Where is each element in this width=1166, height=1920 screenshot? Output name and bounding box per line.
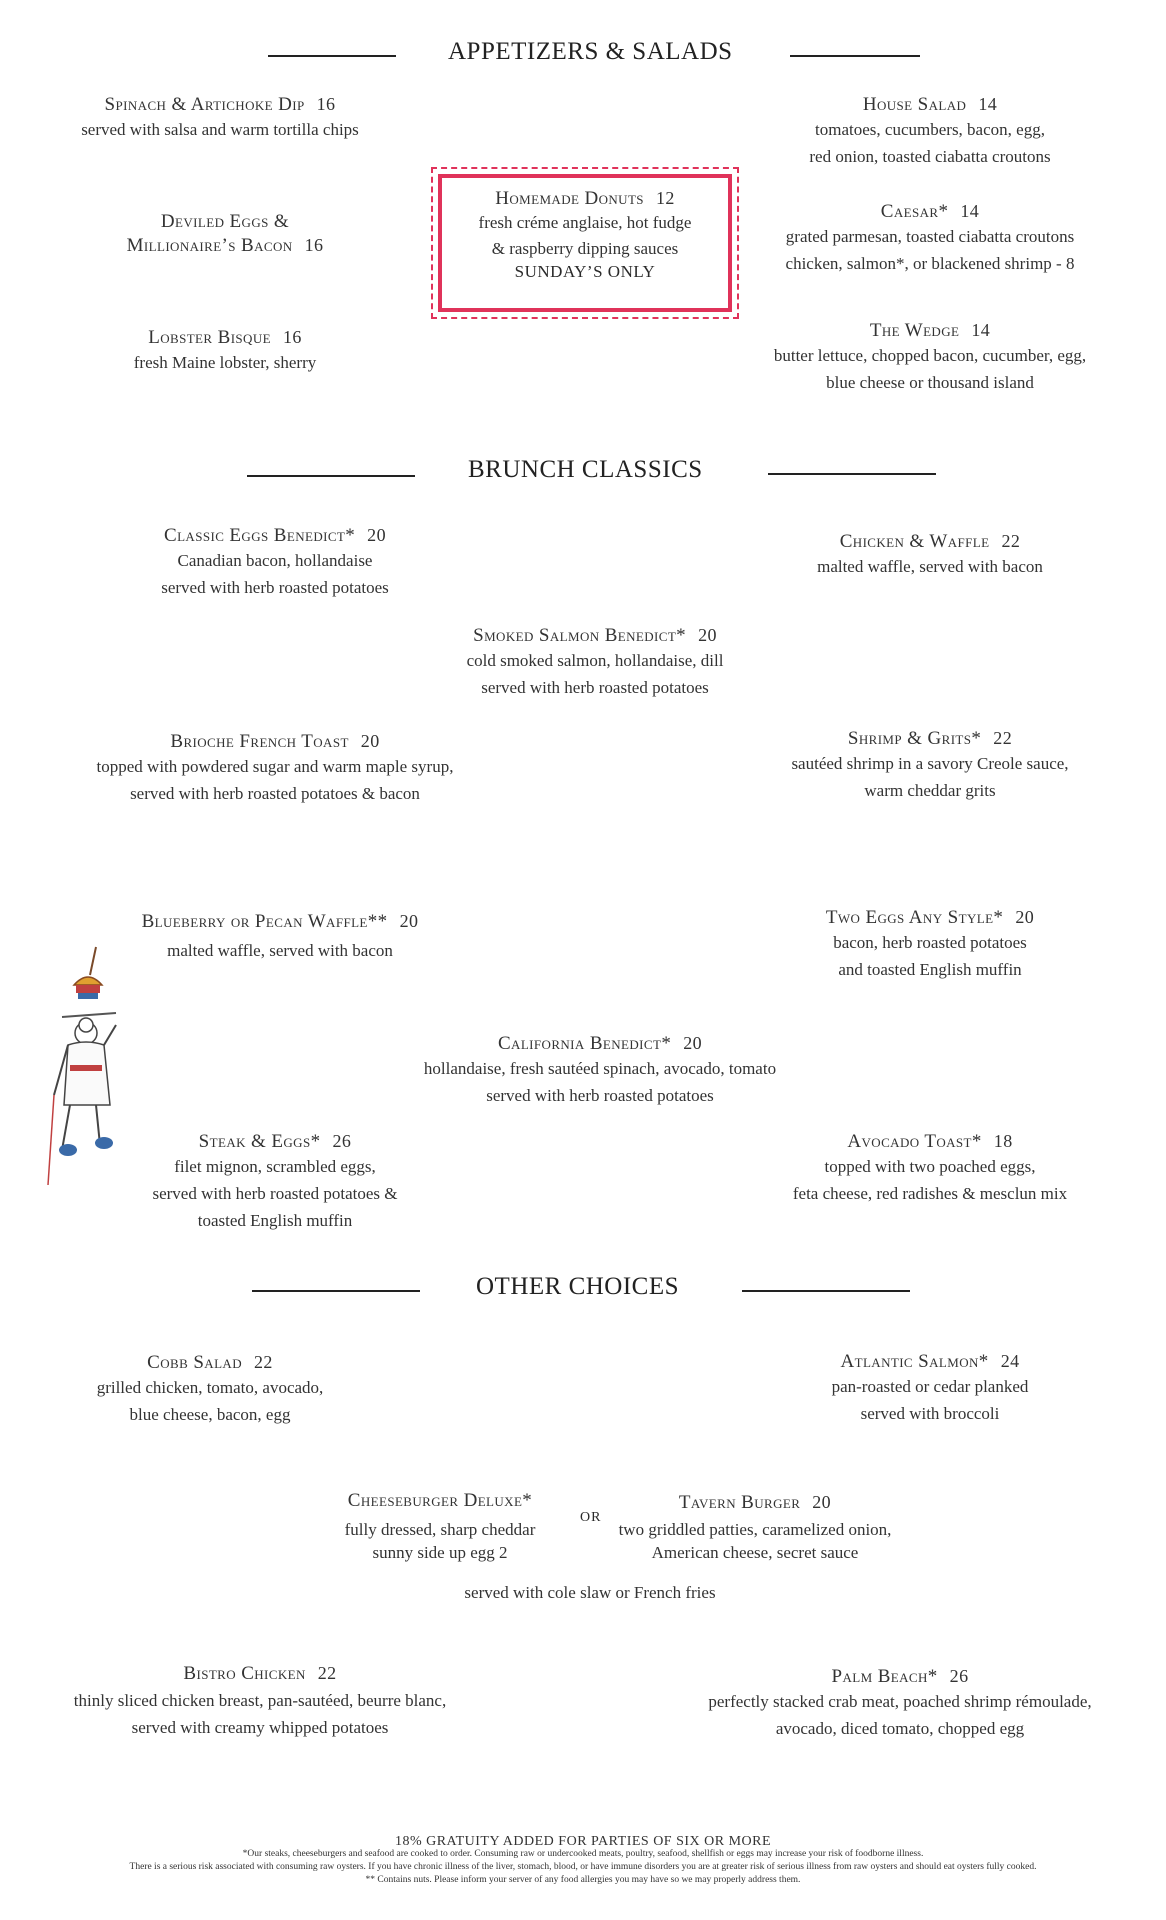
item-price: 20 bbox=[399, 911, 419, 931]
item-name: Cheeseburger Deluxe* bbox=[347, 1490, 533, 1511]
item-name: Blueberry or Pecan Waffle** bbox=[141, 911, 388, 932]
item-desc: warm cheddar grits bbox=[864, 781, 996, 800]
item-name: Classic Eggs Benedict* bbox=[164, 525, 356, 546]
item-price: 16 bbox=[282, 327, 302, 347]
item-price: 20 bbox=[683, 1033, 703, 1053]
section-rule-right bbox=[790, 55, 920, 57]
item-desc: two griddled patties, caramelized onion, bbox=[618, 1520, 892, 1539]
item-name: Steak & Eggs* bbox=[198, 1131, 321, 1152]
item-desc: filet mignon, scrambled eggs, bbox=[174, 1157, 376, 1176]
section-rule-left bbox=[268, 55, 396, 57]
item-desc: chicken, salmon*, or blackened shrimp - 8 bbox=[785, 254, 1075, 273]
item-name: Deviled Eggs & bbox=[160, 211, 290, 232]
item-price: 14 bbox=[971, 320, 991, 340]
item-price: 18 bbox=[993, 1131, 1013, 1151]
special-note: SUNDAY’S ONLY bbox=[514, 262, 656, 281]
section-title-other: OTHER CHOICES bbox=[476, 1273, 680, 1300]
item-price: 20 bbox=[698, 625, 717, 645]
item-price: 22 bbox=[317, 1663, 337, 1683]
item-price: 14 bbox=[960, 201, 980, 221]
menu-item bbox=[760, 201, 1100, 277]
section-title-brunch: BRUNCH CLASSICS bbox=[468, 456, 703, 483]
item-price: 22 bbox=[1001, 531, 1021, 551]
item-price: 24 bbox=[1000, 1351, 1020, 1371]
item-desc: butter lettuce, chopped bacon, cucumber, egg, bbox=[773, 346, 1087, 365]
item-desc: & raspberry dipping sauces bbox=[491, 239, 679, 258]
item-name: Chicken & Waffle bbox=[839, 531, 990, 552]
item-desc: cold smoked salmon, hollandaise, dill bbox=[466, 651, 724, 670]
item-desc: blue cheese, bacon, egg bbox=[129, 1405, 291, 1424]
menu-item bbox=[40, 94, 400, 143]
item-desc: toasted English muffin bbox=[197, 1211, 353, 1230]
item-price: 20 bbox=[812, 1492, 832, 1512]
item-name: Atlantic Salmon* bbox=[840, 1351, 989, 1372]
disclaimer-line: There is a serious risk associated with consuming raw oysters. If you have chronic illness of the liver, stomach, blood, or have immune disorders you are at greater risk of serious illness from raw oysters and should eat oysters fully cooked. bbox=[129, 1862, 1037, 1872]
menu-item bbox=[405, 625, 785, 701]
item-desc: feta cheese, red radishes & mesclun mix bbox=[792, 1184, 1068, 1203]
item-name: Tavern Burger bbox=[678, 1492, 801, 1513]
item-desc: sautéed shrimp in a savory Creole sauce, bbox=[791, 754, 1069, 773]
item-desc: perfectly stacked crab meat, poached shrimp rémoulade, bbox=[708, 1692, 1092, 1711]
menu-item bbox=[110, 1131, 440, 1234]
menu-item bbox=[740, 320, 1120, 396]
item-desc: served with herb roasted potatoes bbox=[161, 578, 389, 597]
item-price: 22 bbox=[254, 1352, 273, 1372]
item-name: Brioche French Toast bbox=[170, 731, 349, 752]
disclaimer-line: *Our steaks, cheeseburgers and seafood are cooked to order. Consuming raw or undercooked meats, poultry, seafood, shellfish or eggs may increase your risk of foodborne illness. bbox=[242, 1849, 924, 1859]
item-price: 14 bbox=[978, 94, 998, 114]
item-desc: sunny side up egg 2 bbox=[372, 1543, 508, 1562]
item-name: Palm Beach* bbox=[831, 1666, 938, 1687]
menu-item bbox=[95, 525, 455, 601]
item-desc: hollandaise, fresh sautéed spinach, avocado, tomato bbox=[423, 1059, 777, 1078]
item-desc: tomatoes, cucumbers, bacon, egg, bbox=[815, 120, 1045, 139]
item-name: Lobster Bisque bbox=[148, 327, 271, 348]
item-desc: avocado, diced tomato, chopped egg bbox=[775, 1719, 1025, 1738]
gratuity-note: 18% GRATUITY ADDED FOR PARTIES OF SIX OR MORE bbox=[394, 1834, 772, 1849]
item-name-line2: Millionaire’s Bacon bbox=[126, 235, 293, 256]
item-name: Homemade Donuts bbox=[495, 188, 644, 209]
item-desc: fully dressed, sharp cheddar bbox=[344, 1520, 536, 1539]
item-desc: Canadian bacon, hollandaise bbox=[177, 551, 373, 570]
menu-item bbox=[590, 1492, 920, 1563]
item-name: Shrimp & Grits* bbox=[847, 728, 982, 749]
item-desc: topped with two poached eggs, bbox=[824, 1157, 1036, 1176]
or-label: OR bbox=[580, 1510, 602, 1525]
item-desc: red onion, toasted ciabatta croutons bbox=[809, 147, 1051, 166]
section-rule-left bbox=[247, 475, 415, 477]
item-desc: served with herb roasted potatoes & bbox=[152, 1184, 398, 1203]
item-desc: thinly sliced chicken breast, pan-sautéed, beurre blanc, bbox=[73, 1691, 447, 1710]
burger-side-note: served with cole slaw or French fries bbox=[464, 1583, 716, 1602]
item-price: 16 bbox=[316, 94, 336, 114]
item-name: Two Eggs Any Style* bbox=[825, 907, 1004, 928]
item-name: Avocado Toast* bbox=[847, 1131, 982, 1152]
item-price: 20 bbox=[360, 731, 380, 751]
menu-item bbox=[300, 1490, 580, 1563]
item-desc: blue cheese or thousand island bbox=[826, 373, 1034, 392]
item-desc: American cheese, secret sauce bbox=[651, 1543, 859, 1562]
item-desc: served with broccoli bbox=[860, 1404, 1000, 1423]
item-desc: topped with powdered sugar and warm maple syrup, bbox=[96, 757, 454, 776]
menu-item bbox=[390, 1033, 810, 1109]
menu-item bbox=[760, 1351, 1100, 1427]
menu-item bbox=[760, 907, 1100, 983]
item-price: 12 bbox=[655, 188, 675, 208]
item-desc: served with herb roasted potatoes bbox=[481, 678, 709, 697]
chef-illustration bbox=[40, 945, 130, 1195]
item-price: 22 bbox=[993, 728, 1013, 748]
item-name: Bistro Chicken bbox=[183, 1663, 306, 1684]
item-name: The Wedge bbox=[869, 320, 960, 341]
section-title-appetizers: APPETIZERS & SALADS bbox=[448, 38, 733, 65]
item-desc: served with herb roasted potatoes bbox=[486, 1086, 714, 1105]
disclaimer-line: ** Contains nuts. Please inform your server of any food allergies you may have so we may properly address them. bbox=[365, 1875, 801, 1885]
menu-item bbox=[40, 1352, 380, 1428]
item-price: 26 bbox=[332, 1131, 352, 1151]
item-desc: served with creamy whipped potatoes bbox=[131, 1718, 389, 1737]
menu-item bbox=[30, 1663, 490, 1741]
section-rule-left bbox=[252, 1290, 420, 1292]
item-name: House Salad bbox=[862, 94, 967, 115]
menu-item bbox=[55, 731, 495, 807]
menu-item bbox=[60, 327, 390, 376]
menu-item bbox=[670, 1666, 1130, 1742]
special-box bbox=[438, 174, 732, 312]
item-name: Cobb Salad bbox=[147, 1352, 242, 1373]
menu-item bbox=[60, 211, 390, 257]
item-desc: served with salsa and warm tortilla chips bbox=[81, 120, 359, 139]
item-desc: and toasted English muffin bbox=[838, 960, 1022, 979]
item-desc: served with herb roasted potatoes & bacon bbox=[130, 784, 420, 803]
section-rule-right bbox=[742, 1290, 910, 1292]
item-desc: pan-roasted or cedar planked bbox=[831, 1377, 1029, 1396]
menu-item bbox=[760, 1131, 1100, 1207]
menu-item bbox=[760, 531, 1100, 580]
item-price: 26 bbox=[949, 1666, 969, 1686]
item-name: Smoked Salmon Benedict* bbox=[473, 625, 687, 646]
item-name: California Benedict* bbox=[497, 1033, 672, 1054]
item-desc: grated parmesan, toasted ciabatta croutons bbox=[785, 227, 1075, 246]
section-rule-right bbox=[768, 473, 936, 475]
menu-item bbox=[100, 911, 460, 964]
item-price: 20 bbox=[1015, 907, 1035, 927]
item-desc: malted waffle, served with bacon bbox=[817, 557, 1043, 576]
item-desc: fresh créme anglaise, hot fudge bbox=[478, 213, 692, 232]
item-price: 20 bbox=[367, 525, 386, 545]
item-name: Spinach & Artichoke Dip bbox=[104, 94, 305, 115]
menu-item bbox=[745, 728, 1115, 804]
item-desc: malted waffle, served with bacon bbox=[167, 941, 393, 960]
item-name: Caesar* bbox=[880, 201, 949, 222]
item-desc: fresh Maine lobster, sherry bbox=[133, 353, 317, 372]
item-price: 16 bbox=[304, 235, 324, 255]
menu-item bbox=[760, 94, 1100, 170]
item-desc: grilled chicken, tomato, avocado, bbox=[96, 1378, 324, 1397]
item-desc: bacon, herb roasted potatoes bbox=[833, 933, 1027, 952]
